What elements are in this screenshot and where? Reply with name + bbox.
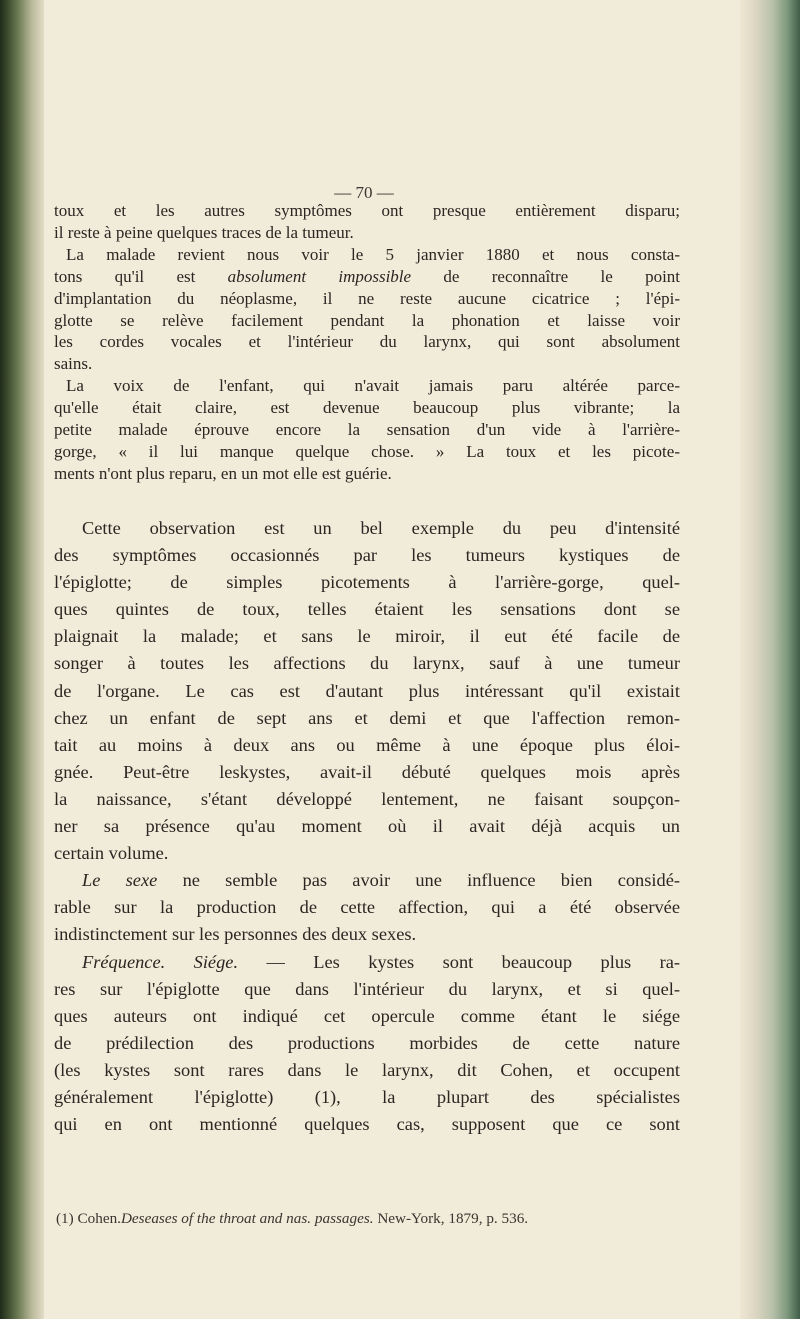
text-line: d'implantation du néoplasme, il ne reste aucune cicatrice ; l'épi- — [54, 288, 680, 308]
text-line: petite malade éprouve encore la sensation d'un vide à l'arrière- — [54, 420, 680, 440]
text-line: tons qu'il est absolument impossible de reconnaître le point — [54, 266, 681, 286]
paragraph-block-1 — [54, 200, 680, 485]
text-line: plaignait la malade; et sans le miroir, il eut été facile de — [54, 626, 680, 647]
text-line: qu'elle était claire, est devenue beaucoup plus vibrante; la — [54, 398, 680, 418]
text-line: ner sa présence qu'au moment où il avait déjà acquis un — [54, 816, 680, 837]
text-line: tait au moins à deux ans ou même à une époque plus éloi- — [54, 734, 680, 755]
text-line: Fréquence. Siége. — Les kystes sont beaucoup plus ra- — [82, 951, 680, 972]
text-line: Cette observation est un bel exemple du peu d'intensité — [82, 518, 680, 538]
footnote-title: Deseases of the throat and nas. passages. — [120, 1210, 374, 1227]
emphasis-text: absolument impossible — [227, 266, 412, 286]
text-line: ques auteurs ont indiqué cet opercule comme étant le siége — [54, 1005, 680, 1026]
page-edge-shadow — [740, 0, 800, 1319]
footnote — [56, 1210, 528, 1228]
paragraph-block-2 — [54, 515, 680, 1138]
page-number: — 70 — — [334, 183, 394, 202]
text-line: (les kystes sont rares dans le larynx, dit Cohen, et occupent — [54, 1059, 680, 1080]
emphasis-text: Le sexe — [82, 870, 158, 891]
book-page — [44, 0, 740, 1319]
text-line: de prédilection des productions morbides de cette nature — [54, 1032, 680, 1053]
text-line: sains. — [54, 354, 93, 374]
book-spine-edge — [0, 0, 44, 1319]
text-line: la naissance, s'étant développé lentement, ne faisant soupçon- — [54, 788, 680, 809]
text-line: rable sur la production de cette affection, qui a été observée — [54, 897, 680, 918]
text-line: Le sexe ne semble pas avoir une influence bien considé- — [82, 870, 681, 891]
text-line: res sur l'épiglotte que dans l'intérieur du larynx, et si quel- — [54, 978, 680, 999]
text-line: ments n'ont plus reparu, en un mot elle est guérie. — [54, 463, 392, 483]
text-line: des symptômes occasionnés par les tumeurs kystiques de — [54, 545, 680, 566]
text-line: qui en ont mentionné quelques cas, supposent que ce sont — [54, 1114, 680, 1135]
text-line: l'épiglotte; de simples picotements à l'arrière-gorge, quel- — [54, 572, 680, 593]
text-line: il reste à peine quelques traces de la tumeur. — [54, 222, 354, 242]
text-line: toux et les autres symptômes ont presque entièrement disparu; — [54, 201, 680, 220]
emphasis-text: Fréquence. Siége. — [82, 951, 239, 972]
text-line: La malade revient nous voir le 5 janvier 1880 et nous consta- — [66, 244, 680, 264]
text-line: La voix de l'enfant, qui n'avait jamais paru altérée parce- — [66, 376, 680, 396]
text-line: généralement l'épiglotte) (1), la plupart des spécialistes — [54, 1086, 680, 1107]
text-line: certain volume. — [54, 843, 169, 864]
text-line: de l'organe. Le cas est d'autant plus intéressant qu'il existait — [54, 680, 680, 701]
text-line: glotte se relève facilement pendant la phonation et laisse voir — [54, 310, 680, 330]
text-line: chez un enfant de sept ans et demi et que l'affection remon- — [54, 707, 680, 728]
text-line: gorge, « il lui manque quelque chose. » La toux et les picote- — [54, 441, 680, 461]
footnote-prefix: (1) Cohen. — [56, 1210, 121, 1227]
text-line: songer à toutes les affections du larynx, sauf à une tumeur — [54, 653, 680, 674]
text-line: indistinctement sur les personnes des deux sexes. — [54, 924, 417, 945]
text-line: les cordes vocales et l'intérieur du larynx, qui sont absolument — [54, 332, 680, 352]
text-line: gnée. Peut-être leskystes, avait-il débuté quelques mois après — [54, 761, 680, 782]
footnote-suffix: New-York, 1879, p. 536. — [377, 1210, 529, 1227]
text-line: ques quintes de toux, telles étaient les sensations dont se — [54, 599, 680, 620]
